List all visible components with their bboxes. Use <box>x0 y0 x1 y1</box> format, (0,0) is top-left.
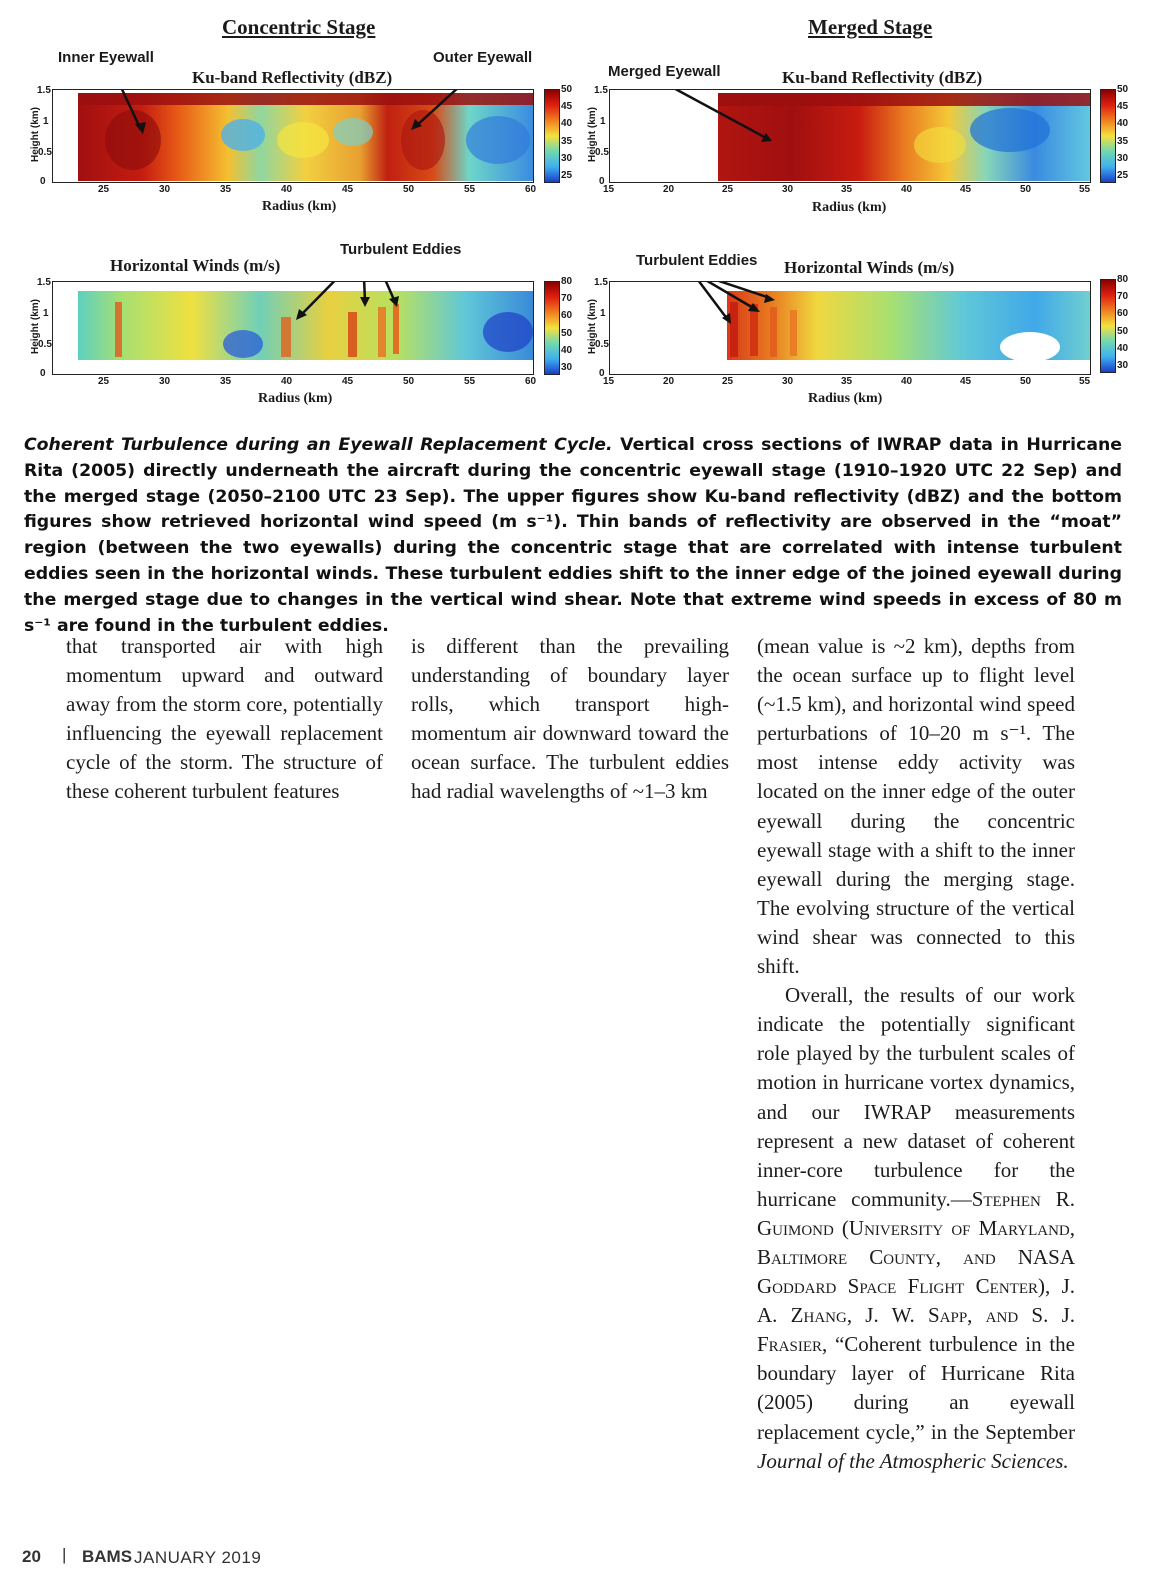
cbar-tick: 30 <box>561 362 573 373</box>
x-tick: 60 <box>525 376 537 387</box>
colorbar <box>544 281 560 375</box>
cbar-tick: 70 <box>1117 291 1129 302</box>
x-tick: 40 <box>281 376 293 387</box>
y-tick: 0 <box>40 176 46 187</box>
cbar-tick: 40 <box>561 118 573 129</box>
issue-date: JANUARY 2019 <box>134 1548 262 1567</box>
colorbar <box>544 89 560 183</box>
colorbar <box>1100 279 1116 373</box>
x-tick: 50 <box>1020 376 1032 387</box>
cbar-tick: 35 <box>1117 136 1129 147</box>
x-tick: 25 <box>722 376 734 387</box>
cbar-tick: 60 <box>1117 308 1129 319</box>
y-tick: 1 <box>600 116 606 127</box>
x-tick: 50 <box>1020 184 1032 195</box>
concentric-stage-title: Concentric Stage <box>222 15 376 39</box>
y-tick: 0.5 <box>38 147 52 158</box>
winds-plot-merged <box>609 281 1091 375</box>
cbar-tick: 25 <box>1117 170 1129 181</box>
x-tick: 25 <box>98 376 110 387</box>
x-tick: 30 <box>782 184 794 195</box>
x-ticks <box>52 376 542 390</box>
y-tick: 1 <box>43 308 49 319</box>
cbar-tick: 40 <box>1117 343 1129 354</box>
x-tick: 55 <box>1079 376 1091 387</box>
colorbar-ticks <box>561 84 581 184</box>
x-tick: 15 <box>603 184 615 195</box>
annotation-turbulent-eddies: Turbulent Eddies <box>340 241 462 258</box>
annotation-inner-eyewall: Inner Eyewall <box>58 49 154 66</box>
journal-name: Journal of the Atmospheric Sciences. <box>757 1448 1069 1473</box>
author-list: Stephen R. Guimond (University of Maryland, Baltimore County, and NASA Goddard Space Flight Center), J. A. Zhang, J. W. Sapp, and S. J. Frasier, <box>757 1186 1076 1357</box>
journal-logo: BAMS <box>82 1547 133 1566</box>
paragraph: that transported air with high momentum upward and outward away from the storm core, potentially influencing the eyewall replacement cycle of the storm. The structure of these coherent turbulent features <box>66 634 383 804</box>
text-column-1 <box>66 632 383 807</box>
annotation-merged-eyewall: Merged Eyewall <box>608 63 721 80</box>
cbar-tick: 70 <box>561 293 573 304</box>
page-number: 20 <box>22 1547 41 1566</box>
x-axis-label: Radius (km) <box>258 391 333 406</box>
cbar-tick: 30 <box>1117 153 1129 164</box>
y-tick: 1.5 <box>594 277 608 288</box>
x-tick: 45 <box>960 184 972 195</box>
x-tick: 35 <box>841 376 853 387</box>
cbar-tick: 80 <box>1117 274 1129 285</box>
cbar-tick: 60 <box>561 310 573 321</box>
x-axis-label: Radius (km) <box>262 199 337 214</box>
merged-stage-title: Merged Stage <box>808 15 933 39</box>
x-tick: 55 <box>464 184 476 195</box>
panel-title: Horizontal Winds (m/s) <box>110 256 281 275</box>
y-tick: 1.5 <box>37 277 51 288</box>
x-tick: 50 <box>403 376 415 387</box>
x-tick: 20 <box>663 376 675 387</box>
caption-body: Vertical cross sections of IWRAP data in Hurricane Rita (2005) directly underneath the aircraft during the concentric eyewall stage (1910–1920 UTC 22 Sep) and the merged stage (2050–2100 UTC 23 Sep). The upper figures show Ku-band reflectivity (dBZ) and the bottom figures show retrieved horizontal wind speed (m s⁻¹). Thin bands of reflectivity are observed in the “moat” region (between the two eyewalls) during the concentric stage that are correlated with intense turbulent eddies seen in the horizontal winds. These turbulent eddies shift to the inner edge of the joined eyewall during the merged stage due to changes in the vertical wind shear. Note that extreme wind speeds in excess of 80 m s⁻¹ are found in the turbulent eddies. <box>24 435 1123 636</box>
x-tick: 30 <box>159 184 171 195</box>
reference-title: “Coherent turbulence in the boundary layer of Hurricane Rita (2005) during an eyewall replacement cycle,” in the September <box>757 1332 1075 1444</box>
x-tick: 15 <box>603 376 615 387</box>
cbar-tick: 40 <box>1117 118 1129 129</box>
reflectivity-plot-merged <box>609 89 1091 183</box>
y-tick: 1 <box>43 116 49 127</box>
cbar-tick: 50 <box>561 84 573 95</box>
x-ticks <box>52 184 542 198</box>
text-column-2 <box>411 632 729 807</box>
x-tick: 55 <box>464 376 476 387</box>
x-tick: 20 <box>663 184 675 195</box>
cbar-tick: 40 <box>561 345 573 356</box>
x-axis-label: Radius (km) <box>808 391 883 406</box>
colorbar-ticks <box>1117 274 1137 374</box>
x-tick: 35 <box>220 376 232 387</box>
x-ticks <box>603 376 1099 390</box>
caption-lead: Coherent Turbulence during an Eyewall Replacement Cycle. <box>24 435 613 455</box>
x-axis-label: Radius (km) <box>812 200 887 215</box>
y-tick: 0.5 <box>595 339 609 350</box>
y-axis-label: Height (km) <box>30 299 41 354</box>
paragraph <box>757 981 1075 1476</box>
x-tick: 30 <box>782 376 794 387</box>
x-tick: 40 <box>901 376 913 387</box>
cbar-tick: 50 <box>1117 84 1129 95</box>
x-tick: 40 <box>281 184 293 195</box>
paragraph: is different than the prevailing understanding of boundary layer rolls, which transport high-momentum air downward toward the ocean surface. The turbulent eddies had radial wavelengths of ~1–3 km <box>411 634 729 804</box>
y-tick: 0.5 <box>38 339 52 350</box>
footer-separator: | <box>62 1545 67 1564</box>
y-tick: 0 <box>599 368 605 379</box>
y-axis-label: Height (km) <box>587 107 598 162</box>
x-tick: 25 <box>98 184 110 195</box>
panel-title: Ku-band Reflectivity (dBZ) <box>192 68 393 87</box>
cbar-tick: 50 <box>1117 326 1129 337</box>
x-tick: 35 <box>841 184 853 195</box>
y-axis-label: Height (km) <box>30 107 41 162</box>
winds-plot-concentric <box>52 281 534 375</box>
x-tick: 45 <box>342 184 354 195</box>
y-tick: 1.5 <box>594 85 608 96</box>
cbar-tick: 45 <box>561 101 573 112</box>
cbar-tick: 50 <box>561 328 573 339</box>
colorbar <box>1100 89 1116 183</box>
reflectivity-plot-concentric <box>52 89 534 183</box>
panel-title: Horizontal Winds (m/s) <box>784 258 955 277</box>
panel-title: Ku-band Reflectivity (dBZ) <box>782 68 983 87</box>
y-tick: 0.5 <box>595 147 609 158</box>
x-tick: 45 <box>960 376 972 387</box>
x-tick: 35 <box>220 184 232 195</box>
y-tick: 1 <box>600 308 606 319</box>
cbar-tick: 45 <box>1117 101 1129 112</box>
annotation-turbulent-eddies: Turbulent Eddies <box>636 252 758 269</box>
cbar-tick: 30 <box>1117 360 1129 371</box>
x-tick: 50 <box>403 184 415 195</box>
x-tick: 25 <box>722 184 734 195</box>
paragraph-text: Overall, the results of our work indicate the potentially significant role played by the turbulent scales of motion in hurricane vortex dynamics, and our IWRAP measurements represent a new dataset of coherent inner-core turbulence for the hurricane community.— <box>757 983 1075 1211</box>
cbar-tick: 30 <box>561 153 573 164</box>
colorbar-ticks <box>561 276 581 376</box>
x-tick: 30 <box>159 376 171 387</box>
annotation-outer-eyewall: Outer Eyewall <box>433 49 533 66</box>
cbar-tick: 80 <box>561 276 573 287</box>
y-axis-label: Height (km) <box>587 299 598 354</box>
y-tick: 0 <box>40 368 46 379</box>
x-tick: 40 <box>901 184 913 195</box>
cbar-tick: 35 <box>561 136 573 147</box>
x-tick: 60 <box>525 184 537 195</box>
figure-caption <box>24 433 1122 639</box>
cbar-tick: 25 <box>561 170 573 181</box>
paragraph: (mean value is ~2 km), depths from the ocean surface up to flight level (~1.5 km), and horizontal wind speed perturbations of 10–20 m s⁻¹. The most intense eddy activity was located on the inner edge of the outer eyewall during the concentric eyewall stage with a shift to the inner eyewall during the merging stage. The evolving structure of the vertical wind shear was connected to this shift. <box>757 634 1075 979</box>
y-tick: 1.5 <box>37 85 51 96</box>
y-tick: 0 <box>599 176 605 187</box>
colorbar-ticks <box>1117 84 1137 184</box>
x-ticks <box>603 184 1099 198</box>
x-tick: 55 <box>1079 184 1091 195</box>
x-tick: 45 <box>342 376 354 387</box>
text-column-3 <box>757 632 1075 1476</box>
